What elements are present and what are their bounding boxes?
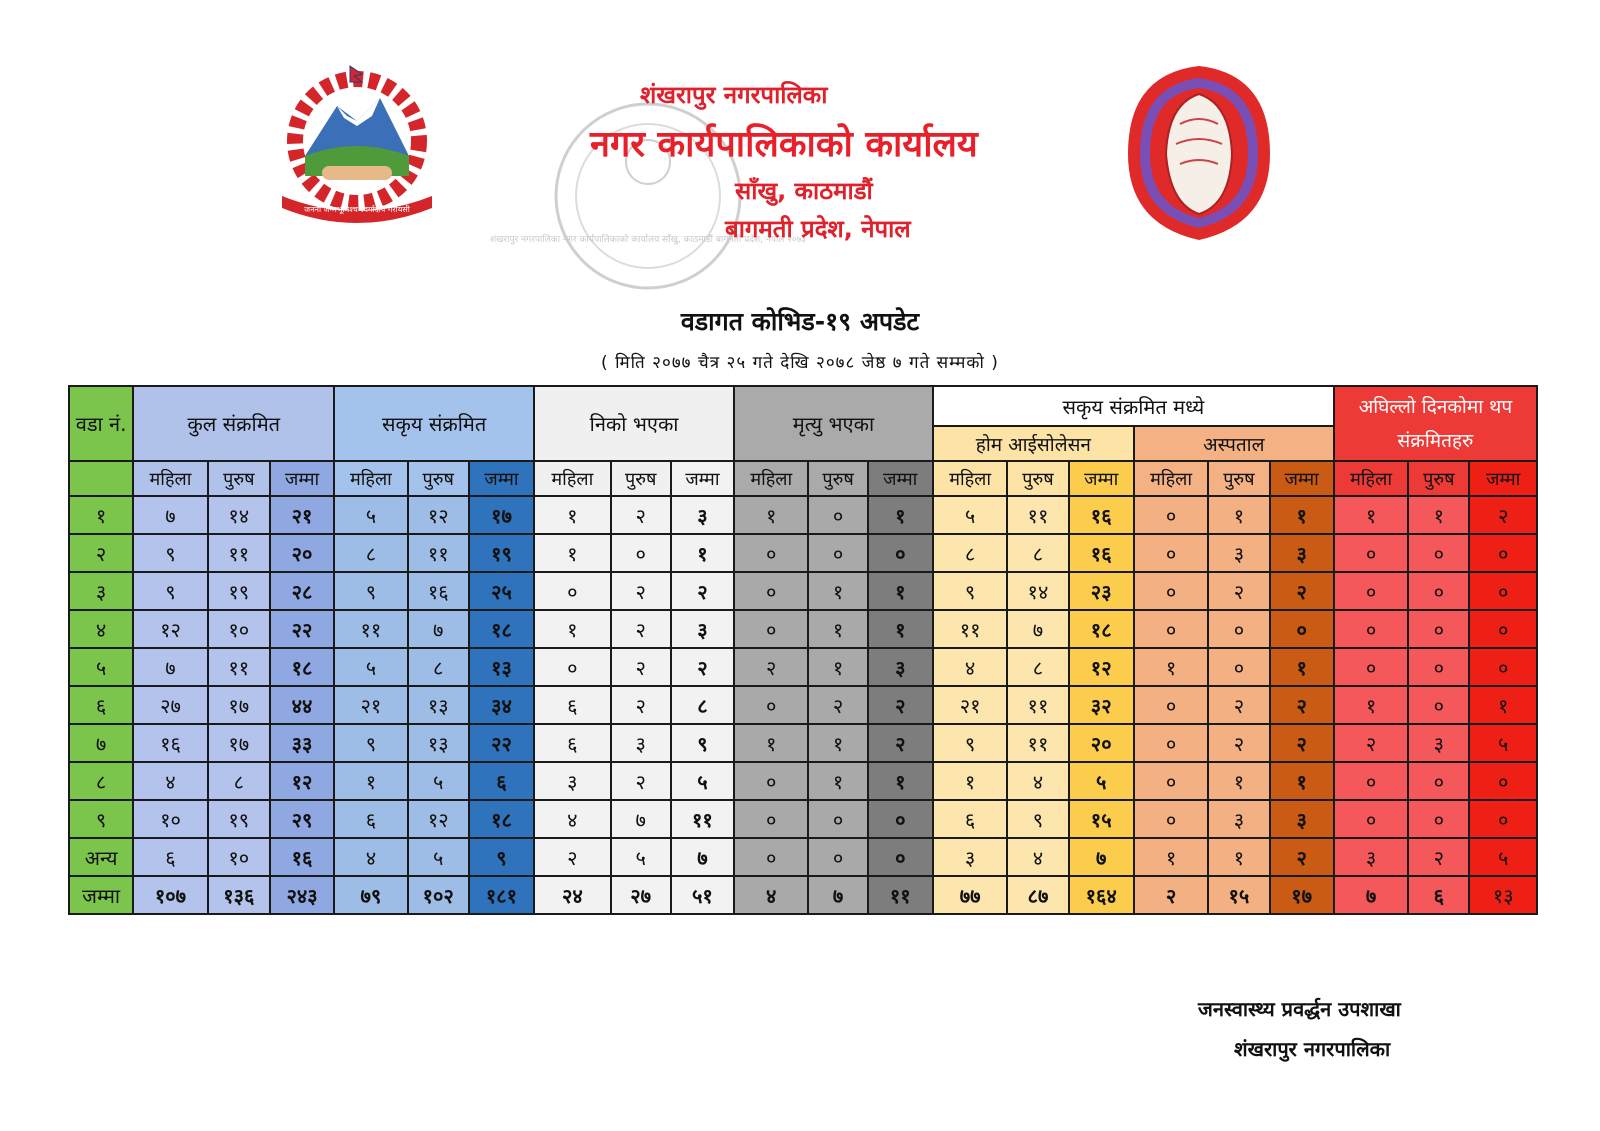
ward-row [69,648,1537,686]
ward-row [69,800,1537,838]
col-header-female: महिला [534,461,611,496]
value-cell-female: ३ [933,838,1007,876]
value-cell-total: १ [868,610,933,648]
value-cell-female: ६ [133,838,207,876]
value-cell-female: १ [933,762,1007,800]
value-cell-male: १३ [408,686,469,724]
value-cell-male: १४ [1007,572,1068,610]
value-cell-female: १ [1334,686,1408,724]
ward-row [69,838,1537,876]
value-cell-male: ० [808,534,867,572]
value-cell-female: ८ [933,534,1007,572]
value-cell-total: १ [1270,496,1334,534]
value-cell-male: ३ [1208,800,1269,838]
value-cell-male: ११ [1007,724,1068,762]
value-cell-male: १४ [208,496,270,534]
ward-covid-table [68,385,1538,915]
ward-row [69,534,1537,572]
value-cell-male: ११ [1007,686,1068,724]
value-cell-total: २ [1270,724,1334,762]
value-cell-total: १६ [1069,534,1134,572]
value-cell-male: ११ [408,534,469,572]
office-name: नगर कार्यपालिकाको कार्यालय [590,124,978,165]
value-cell-female: ० [734,800,808,838]
value-cell-total: २ [868,686,933,724]
value-cell-total: ३ [671,496,734,534]
value-cell-female: ० [1134,496,1208,534]
value-cell-male: १० [208,610,270,648]
value-cell-male: ० [1408,648,1469,686]
footer-municipality: शंखरापुर नगरपालिका [1234,1037,1391,1061]
ward-row [69,572,1537,610]
value-cell-female: १ [1134,648,1208,686]
value-cell-female: २७ [133,686,207,724]
value-cell-male: १९ [208,572,270,610]
value-cell-total: ३३ [270,724,334,762]
value-cell-total: १ [671,534,734,572]
value-cell-male: ८ [1007,534,1068,572]
value-cell-total: ० [1469,648,1537,686]
ward-number-header: वडा नं. [69,386,133,461]
value-cell-female: ० [1134,534,1208,572]
value-cell-total: ५ [1069,762,1134,800]
value-cell-female: ४ [933,648,1007,686]
value-cell-total: ६ [469,762,534,800]
value-cell-total: २४३ [270,876,334,914]
value-cell-male: २ [611,648,671,686]
value-cell-female: ९ [933,724,1007,762]
value-cell-female: १ [534,610,611,648]
value-cell-total: ० [1270,610,1334,648]
col-header-male: पुरुष [208,461,270,496]
value-cell-male: ९ [1007,800,1068,838]
value-cell-male: १९ [208,800,270,838]
value-cell-male: २ [611,496,671,534]
office-location: साँखु, काठमाडौं [735,177,873,205]
value-cell-male: ११ [208,534,270,572]
value-cell-female: ० [1334,572,1408,610]
value-cell-male: ० [1208,648,1269,686]
value-cell-female: ७ [1334,876,1408,914]
value-cell-male: १०२ [408,876,469,914]
value-cell-female: ० [1134,686,1208,724]
value-cell-total: २ [1270,686,1334,724]
value-cell-total: २ [868,724,933,762]
value-cell-male: २ [808,686,867,724]
value-cell-female: १ [1334,496,1408,534]
col-header-total: जम्मा [671,461,734,496]
value-cell-total: २ [671,648,734,686]
value-cell-female: ९ [334,724,407,762]
ward-cell: अन्य [69,838,133,876]
value-cell-female: १२ [133,610,207,648]
value-cell-total: २२ [270,610,334,648]
value-cell-male: ८ [408,648,469,686]
value-cell-male: १३ [408,724,469,762]
ward-row [69,724,1537,762]
value-cell-male: २ [611,572,671,610]
value-cell-male: ४ [1007,838,1068,876]
col-header-total: जम्मा [868,461,933,496]
value-cell-male: १२ [408,800,469,838]
value-cell-male: ३ [1408,724,1469,762]
value-cell-female: ७९ [334,876,407,914]
value-cell-female: ० [1134,800,1208,838]
value-cell-male: ३ [611,724,671,762]
value-cell-total: १२ [1069,648,1134,686]
value-cell-total: ५ [1469,838,1537,876]
value-cell-female: २१ [933,686,1007,724]
value-cell-female: १ [534,534,611,572]
ward-number-header-cont [69,461,133,496]
ward-cell: १ [69,496,133,534]
value-cell-total: १६ [1069,496,1134,534]
value-cell-female: ६ [534,724,611,762]
value-cell-female: ० [1334,610,1408,648]
value-cell-female: ० [1334,762,1408,800]
value-cell-male: ० [1408,534,1469,572]
value-cell-total: ३ [1270,534,1334,572]
value-cell-male: ० [1408,610,1469,648]
value-cell-total: ३२ [1069,686,1134,724]
value-cell-male: ७ [408,610,469,648]
ward-cell: ९ [69,800,133,838]
recovered-header: निको भएका [534,386,734,461]
value-cell-total: ११ [671,800,734,838]
province-name: बागमती प्रदेश, नेपाल [725,215,911,243]
value-cell-female: ० [534,572,611,610]
total-row [69,876,1537,914]
value-cell-total: २० [270,534,334,572]
value-cell-female: ६ [334,800,407,838]
value-cell-female: ४ [534,800,611,838]
value-cell-male: १ [1208,496,1269,534]
value-cell-total: २ [1469,496,1537,534]
value-cell-total: १९ [469,534,534,572]
new-previous-day-header: अघिल्लो दिनकोमा थप संक्रमितहरु [1334,386,1537,461]
value-cell-male: २ [611,610,671,648]
value-cell-total: १५ [1069,800,1134,838]
value-cell-male: १३६ [208,876,270,914]
value-cell-total: १६ [270,838,334,876]
ward-row [69,610,1537,648]
value-cell-male: १२ [408,496,469,534]
value-cell-female: १ [734,496,808,534]
value-cell-female: २ [1334,724,1408,762]
value-cell-male: ८७ [1007,876,1068,914]
value-cell-total: १८ [469,610,534,648]
value-cell-female: ४ [734,876,808,914]
deaths-header: मृत्यु भएका [734,386,933,461]
value-cell-female: ० [734,572,808,610]
col-header-total: जम्मा [1270,461,1334,496]
ward-cell: ५ [69,648,133,686]
value-cell-female: ० [1334,648,1408,686]
col-header-male: पुरुष [611,461,671,496]
value-cell-total: ० [1469,610,1537,648]
home-isolation-header: होम आईसोलेसन [933,426,1134,461]
value-cell-female: ५ [933,496,1007,534]
report-date-range: ( मिति २०७७ चैत्र २५ गते देखि २०७८ जेष्ठ ७ गते सम्मको ) [601,353,999,373]
value-cell-female: ९ [133,572,207,610]
value-cell-female: ० [1134,610,1208,648]
value-cell-female: ७७ [933,876,1007,914]
value-cell-male: ११ [208,648,270,686]
value-cell-male: ६ [1408,876,1469,914]
value-cell-female: २ [734,648,808,686]
value-cell-female: ६ [933,800,1007,838]
value-cell-male: १७ [208,724,270,762]
value-cell-total: ० [1469,534,1537,572]
value-cell-total: ९ [469,838,534,876]
value-cell-total: ० [1469,572,1537,610]
value-cell-male: १ [1208,762,1269,800]
col-header-female: महिला [334,461,407,496]
value-cell-female: १ [1134,838,1208,876]
footer-department: जनस्वास्थ्य प्रवर्द्धन उपशाखा [1198,997,1401,1021]
value-cell-female: ० [1134,762,1208,800]
value-cell-total: ३४ [469,686,534,724]
value-cell-female: १ [334,762,407,800]
col-header-total: जम्मा [1469,461,1537,496]
value-cell-total: ७ [671,838,734,876]
value-cell-female: ० [734,838,808,876]
value-cell-male: ० [611,534,671,572]
value-cell-total: २० [1069,724,1134,762]
col-header-total: जम्मा [270,461,334,496]
value-cell-male: ५ [611,838,671,876]
value-cell-male: ० [808,800,867,838]
col-header-male: पुरुष [1208,461,1269,496]
ward-cell: ३ [69,572,133,610]
value-cell-total: २ [671,572,734,610]
value-cell-female: ११ [334,610,407,648]
ward-cell: २ [69,534,133,572]
value-cell-total: १३ [1469,876,1537,914]
total-infected-header: कुल संक्रमित [133,386,334,461]
active-infected-header: सकृय संक्रमित [334,386,534,461]
active-among-header: सकृय संक्रमित मध्ये [933,386,1334,426]
value-cell-total: १ [868,762,933,800]
report-title: वडागत कोभिड-१९ अपडेट [680,307,920,336]
value-cell-female: ८ [334,534,407,572]
value-cell-male: २७ [611,876,671,914]
value-cell-total: ३ [1270,800,1334,838]
col-header-total: जम्मा [1069,461,1134,496]
value-cell-male: १ [808,648,867,686]
value-cell-female: ९ [334,572,407,610]
value-cell-total: ३ [868,648,933,686]
value-cell-total: १२ [270,762,334,800]
value-cell-male: १ [808,572,867,610]
value-cell-female: १ [534,496,611,534]
value-cell-total: २३ [1069,572,1134,610]
value-cell-female: ३ [534,762,611,800]
col-header-male: पुरुष [1007,461,1068,496]
value-cell-female: ० [734,762,808,800]
value-cell-female: १ [734,724,808,762]
col-header-male: पुरुष [808,461,867,496]
value-cell-total: २१ [270,496,334,534]
value-cell-total: ० [1469,762,1537,800]
ward-row [69,762,1537,800]
value-cell-total: १३ [469,648,534,686]
municipality-name: शंखरापुर नगरपालिका [640,81,828,109]
value-cell-total: १ [868,572,933,610]
value-cell-male: ७ [808,876,867,914]
value-cell-male: ० [808,838,867,876]
ward-cell: ४ [69,610,133,648]
value-cell-total: ५१ [671,876,734,914]
value-cell-total: १७ [1270,876,1334,914]
value-cell-total: २९ [270,800,334,838]
value-cell-female: २४ [534,876,611,914]
value-cell-male: १ [1408,496,1469,534]
value-cell-total: २२ [469,724,534,762]
value-cell-male: ५ [408,762,469,800]
ward-row [69,686,1537,724]
value-cell-male: ० [1408,572,1469,610]
value-cell-total: २ [1270,572,1334,610]
nepal-government-emblem-icon [262,66,452,236]
value-cell-female: ० [1134,572,1208,610]
value-cell-total: ११ [868,876,933,914]
value-cell-female: ० [1334,800,1408,838]
value-cell-female: ७ [133,496,207,534]
value-cell-total: १ [868,496,933,534]
ward-cell: ६ [69,686,133,724]
value-cell-female: ५ [334,496,407,534]
value-cell-total: ८ [671,686,734,724]
value-cell-male: ० [1408,800,1469,838]
col-header-female: महिला [133,461,207,496]
value-cell-male: १ [808,610,867,648]
value-cell-female: २ [1134,876,1208,914]
value-cell-male: २ [1208,572,1269,610]
ward-cell: जम्मा [69,876,133,914]
value-cell-male: २ [611,762,671,800]
value-cell-total: ० [868,838,933,876]
value-cell-male: १ [808,762,867,800]
col-header-female: महिला [933,461,1007,496]
value-cell-total: ० [868,800,933,838]
value-cell-male: ११ [1007,496,1068,534]
value-cell-male: ३ [1208,534,1269,572]
value-cell-male: ४ [1007,762,1068,800]
value-cell-total: ५ [671,762,734,800]
value-cell-male: ७ [1007,610,1068,648]
value-cell-female: १६ [133,724,207,762]
value-cell-male: १ [808,724,867,762]
value-cell-male: ० [1408,686,1469,724]
col-header-female: महिला [1134,461,1208,496]
value-cell-total: २५ [469,572,534,610]
value-cell-male: १६ [408,572,469,610]
value-cell-female: १०७ [133,876,207,914]
value-cell-female: ४ [133,762,207,800]
value-cell-female: ० [1134,724,1208,762]
value-cell-total: १७ [469,496,534,534]
value-cell-female: ७ [133,648,207,686]
value-cell-total: २८ [270,572,334,610]
value-cell-total: १ [1270,648,1334,686]
value-cell-female: ० [534,648,611,686]
value-cell-total: १८ [270,648,334,686]
value-cell-female: २१ [334,686,407,724]
value-cell-total: ५ [1469,724,1537,762]
value-cell-female: ४ [334,838,407,876]
value-cell-total: १८१ [469,876,534,914]
value-cell-female: १० [133,800,207,838]
value-cell-female: ३ [1334,838,1408,876]
value-cell-male: २ [1408,838,1469,876]
emblem-motto: जननी जन्मभूमिश्च स्वर्गादपि गरीयसी [304,205,410,214]
value-cell-female: २ [534,838,611,876]
value-cell-female: ५ [334,648,407,686]
value-cell-total: ३ [671,610,734,648]
value-cell-female: ९ [933,572,1007,610]
value-cell-total: १६४ [1069,876,1134,914]
value-cell-total: १८ [469,800,534,838]
col-header-male: पुरुष [408,461,469,496]
value-cell-female: ९ [133,534,207,572]
value-cell-female: ६ [534,686,611,724]
value-cell-female: ० [734,686,808,724]
ward-cell: ८ [69,762,133,800]
value-cell-female: ० [734,534,808,572]
value-cell-total: ९ [671,724,734,762]
value-cell-male: १ [1208,838,1269,876]
value-cell-male: ० [1208,610,1269,648]
value-cell-total: १८ [1069,610,1134,648]
col-header-male: पुरुष [1408,461,1469,496]
value-cell-male: २ [1208,686,1269,724]
value-cell-male: १७ [208,686,270,724]
value-cell-male: ० [1408,762,1469,800]
value-cell-female: ० [734,610,808,648]
hospital-header: अस्पताल [1134,426,1334,461]
value-cell-male: १० [208,838,270,876]
col-header-female: महिला [1334,461,1408,496]
value-cell-male: ७ [611,800,671,838]
value-cell-female: ० [1334,534,1408,572]
value-cell-male: ८ [208,762,270,800]
value-cell-male: २ [1208,724,1269,762]
value-cell-male: ० [808,496,867,534]
seal-text: शंखरापुर नगरपालिका नगर कार्यपालिकाको कार्यालय साँखु, काठमाडौं बागमती प्रदेश, नेपाल २०७३ [490,235,806,245]
value-cell-male: ५ [408,838,469,876]
value-cell-total: ४४ [270,686,334,724]
value-cell-male: १५ [1208,876,1269,914]
ward-row [69,496,1537,534]
value-cell-total: ० [1469,800,1537,838]
col-header-total: जम्मा [469,461,534,496]
value-cell-total: ० [868,534,933,572]
value-cell-total: १ [1469,686,1537,724]
col-header-female: महिला [734,461,808,496]
value-cell-female: ११ [933,610,1007,648]
value-cell-total: १ [1270,762,1334,800]
value-cell-total: २ [1270,838,1334,876]
value-cell-male: ८ [1007,648,1068,686]
value-cell-total: ७ [1069,838,1134,876]
value-cell-male: २ [611,686,671,724]
ward-cell: ७ [69,724,133,762]
shankharapur-conch-logo-icon [1120,64,1278,242]
